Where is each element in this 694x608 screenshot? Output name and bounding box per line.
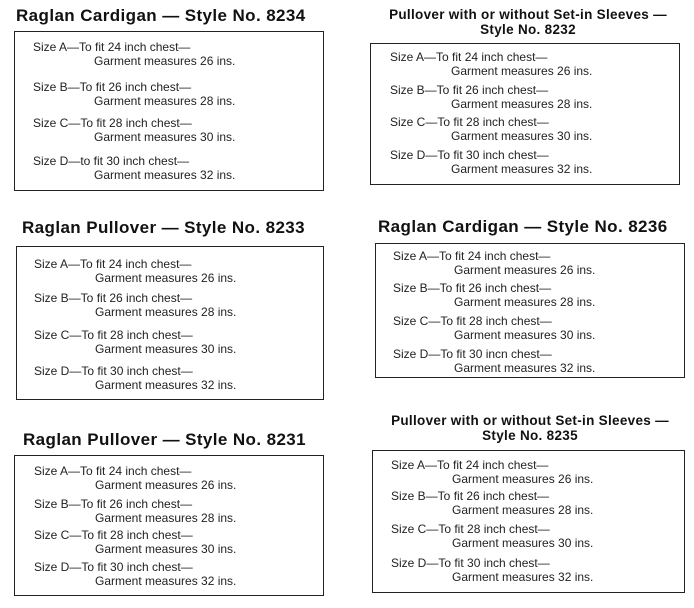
size-row-c xyxy=(33,116,235,144)
size-chest: Size B—To fit 26 inch chest— xyxy=(34,497,193,511)
section-title-line1: Pullover with or without Set-in Sleeves — xyxy=(391,413,669,428)
garment-measure: Garment measures 32 ins. xyxy=(454,361,596,375)
size-chest: Size C—To fit 28 inch chest— xyxy=(391,522,550,536)
garment-measure: Garment measures 28 ins. xyxy=(451,97,593,111)
size-chest: Size C—To fit 28 inch chest— xyxy=(393,314,552,328)
size-chest: Size C—To fit 28 inch chest— xyxy=(33,116,192,130)
garment-measure: Garment measures 26 ins. xyxy=(94,54,236,68)
size-row-d xyxy=(33,154,235,182)
size-chest: Size A—To fit 24 inch chest— xyxy=(33,40,191,54)
garment-measure: Garment measures 30 ins. xyxy=(95,342,237,356)
size-row-c xyxy=(390,115,592,143)
section-title: Raglan Cardigan — Style No. 8236 xyxy=(378,217,668,236)
size-chest: Size C—To fit 28 inch chest— xyxy=(390,115,549,129)
section-title: Raglan Pullover — Style No. 8231 xyxy=(23,430,307,449)
size-row-a xyxy=(34,464,236,492)
size-row-a xyxy=(391,458,593,486)
size-row-b xyxy=(33,80,235,108)
garment-measure: Garment measures 32 ins. xyxy=(94,168,236,182)
size-row-a xyxy=(390,50,592,78)
size-row-c xyxy=(391,522,593,550)
size-row-d xyxy=(393,347,595,375)
size-chest: Size B—To fit 26 inch chest— xyxy=(34,291,193,305)
size-row-c xyxy=(34,528,236,556)
garment-measure: Garment measures 28 ins. xyxy=(95,305,237,319)
size-chest: Size A—To fit 24 inch chest— xyxy=(34,257,192,271)
section-title: Raglan Cardigan — Style No. 8234 xyxy=(16,6,306,25)
size-chest: Size C—To fit 28 inch chest— xyxy=(34,328,193,342)
garment-measure: Garment measures 26 ins. xyxy=(451,64,593,78)
size-row-a xyxy=(34,257,236,285)
size-chest: Size B—To fit 26 inch chest— xyxy=(33,80,192,94)
size-chest: Size D—To fit 30 inch chest— xyxy=(34,364,193,378)
garment-measure: Garment measures 32 ins. xyxy=(452,570,594,584)
garment-measure: Garment measures 30 ins. xyxy=(95,542,237,556)
size-row-d xyxy=(34,560,236,588)
section-title-line2: Style No. 8235 xyxy=(482,428,578,443)
size-chest: Size A—To fit 24 inch chest— xyxy=(34,464,192,478)
garment-measure: Garment measures 30 ins. xyxy=(94,130,236,144)
garment-measure: Garment measures 30 ins. xyxy=(451,129,593,143)
size-row-c xyxy=(34,328,236,356)
size-row-a xyxy=(33,40,235,68)
section-title-line1: Pullover with or without Set-in Sleeves — xyxy=(389,7,667,22)
size-chest: Size D—To fit 30 incn chest— xyxy=(393,347,552,361)
garment-measure: Garment measures 28 ins. xyxy=(94,94,236,108)
garment-measure: Garment measures 28 ins. xyxy=(452,503,594,517)
garment-measure: Garment measures 28 ins. xyxy=(454,295,596,309)
garment-measure: Garment measures 28 ins. xyxy=(95,511,237,525)
garment-measure: Garment measures 26 ins. xyxy=(95,271,237,285)
size-row-b xyxy=(34,291,236,319)
section-title xyxy=(368,7,688,37)
size-chest: Size B—To fit 26 inch chest— xyxy=(391,489,550,503)
section-title xyxy=(370,413,690,443)
size-chest: Size B—To fit 26 inch chest— xyxy=(390,83,549,97)
section-title-line2: Style No. 8232 xyxy=(480,22,576,37)
size-chest: Size D—To fit 30 inch chest— xyxy=(34,560,193,574)
size-row-b xyxy=(391,489,593,517)
size-chest: Size A—To fit 24 inch chest— xyxy=(390,50,548,64)
size-row-c xyxy=(393,314,595,342)
garment-measure: Garment measures 26 ins. xyxy=(95,478,237,492)
size-chest: Size A—To fit 24 inch chest— xyxy=(393,249,551,263)
size-chest: Size D—To fit 30 inch chest— xyxy=(391,556,550,570)
size-chest: Size B—To fit 26 inch chest— xyxy=(393,281,552,295)
size-row-d xyxy=(390,148,592,176)
size-row-b xyxy=(393,281,595,309)
size-chest: Size D—To fit 30 inch chest— xyxy=(390,148,549,162)
size-row-b xyxy=(390,83,592,111)
size-row-a xyxy=(393,249,595,277)
size-chest: Size A—To fit 24 inch chest— xyxy=(391,458,549,472)
garment-measure: Garment measures 32 ins. xyxy=(95,378,237,392)
garment-measure: Garment measures 30 ins. xyxy=(452,536,594,550)
size-chest: Size C—To fit 28 inch chest— xyxy=(34,528,193,542)
garment-measure: Garment measures 32 ins. xyxy=(451,162,593,176)
garment-measure: Garment measures 32 ins. xyxy=(95,574,237,588)
size-chest: Size D—to fit 30 inch chest— xyxy=(33,154,190,168)
section-title: Raglan Pullover — Style No. 8233 xyxy=(22,218,306,237)
garment-measure: Garment measures 26 ins. xyxy=(454,263,596,277)
garment-measure: Garment measures 26 ins. xyxy=(452,472,594,486)
size-row-b xyxy=(34,497,236,525)
size-row-d xyxy=(391,556,593,584)
garment-measure: Garment measures 30 ins. xyxy=(454,328,596,342)
size-row-d xyxy=(34,364,236,392)
